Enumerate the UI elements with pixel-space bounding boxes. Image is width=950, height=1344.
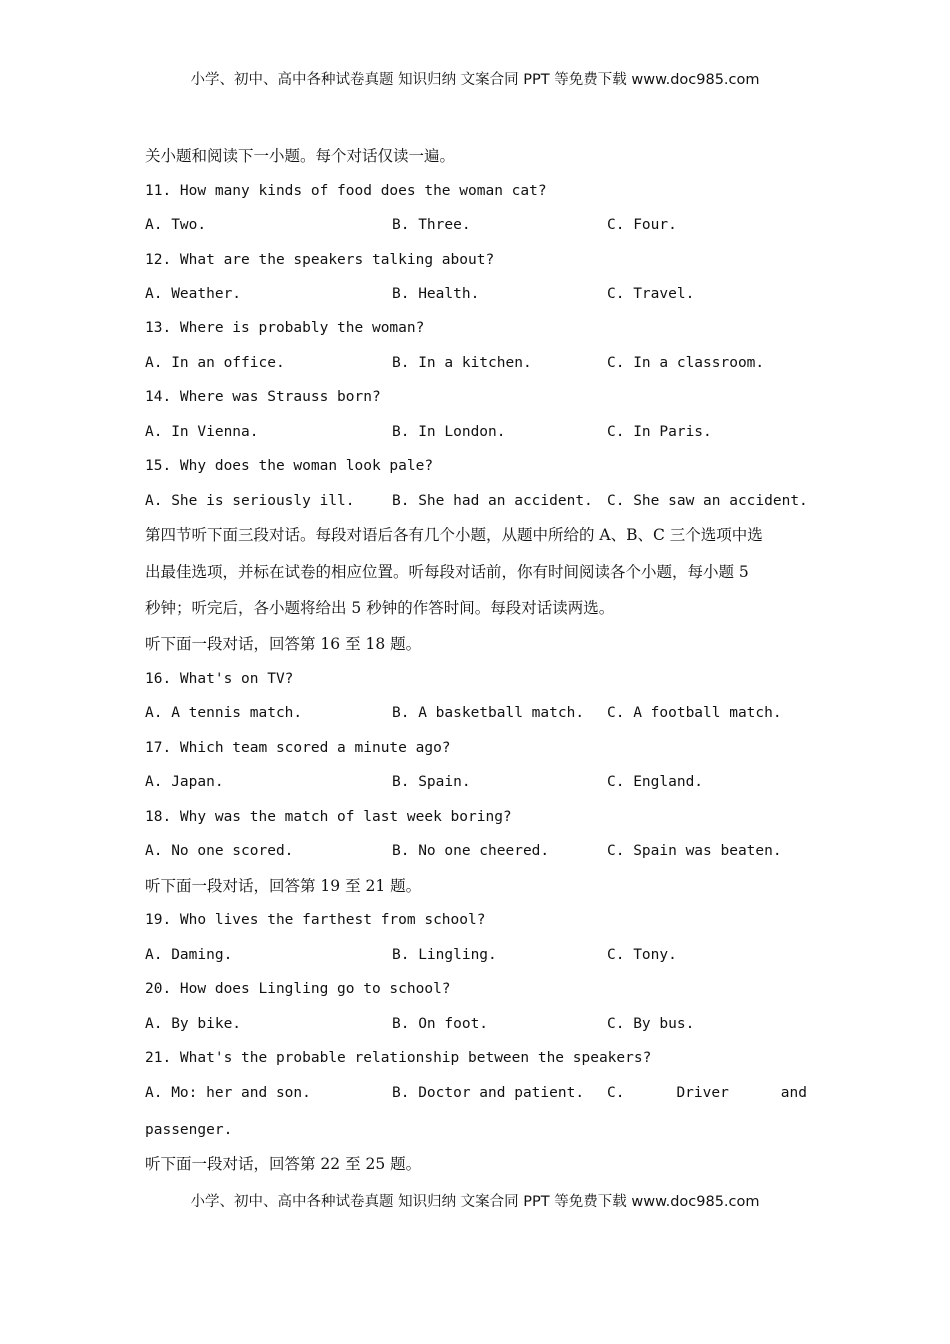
question-stem: 21. What's the probable relationship between the speakers?: [145, 1050, 652, 1066]
option-b: B. Doctor and patient.: [392, 1085, 585, 1101]
option-a: A. In an office.: [145, 355, 285, 371]
option-b: B. No one cheered.: [392, 843, 550, 859]
option-c-letter: C.: [607, 1085, 625, 1101]
option-a: A. Weather.: [145, 286, 242, 302]
option-c-word: and: [780, 1085, 807, 1101]
option-b: B. She had an accident.: [392, 493, 593, 509]
option-c: C. Tony.: [607, 947, 677, 963]
option-b: B. Spain.: [392, 774, 471, 790]
question-stem: 13. Where is probably the woman?: [145, 320, 425, 336]
option-c-continuation: passenger.: [145, 1122, 233, 1138]
question-stem: 12. What are the speakers talking about?: [145, 252, 495, 268]
question-stem: 19. Who lives the farthest from school?: [145, 912, 486, 928]
option-a: A. Two.: [145, 217, 207, 233]
option-c: C. Spain was beaten.: [607, 843, 782, 859]
section-instructions: 出最佳选项，并标在试卷的相应位置。听每段对话前，你有时间阅读各个小题，每小题 5: [145, 563, 749, 581]
option-c: C. In Paris.: [607, 424, 712, 440]
question-stem: 16. What's on TV?: [145, 671, 294, 687]
group-heading: 听下面一段对话，回答第 16 至 18 题。: [145, 635, 422, 653]
option-c: C. A football match.: [607, 705, 782, 721]
option-a: A. In Vienna.: [145, 424, 259, 440]
intro-text: 关小题和阅读下一小题。每个对话仅读一遍。: [145, 147, 456, 165]
option-c: C. In a classroom.: [607, 355, 765, 371]
page-footer: 小学、初中、高中各种试卷真题 知识归纳 文案合同 PPT 等免费下载 www.doc985.com: [190, 1194, 760, 1210]
option-b: B. Health.: [392, 286, 480, 302]
option-a: A. She is seriously ill.: [145, 493, 355, 509]
group-heading: 听下面一段对话，回答第 22 至 25 题。: [145, 1155, 422, 1173]
question-stem: 17. Which team scored a minute ago?: [145, 740, 451, 756]
option-a: A. By bike.: [145, 1016, 242, 1032]
section-instructions: 第四节听下面三段对话。每段对语后各有几个小题，从题中所给的 A、B、C 三个选项中选: [145, 526, 763, 544]
option-a: A. Daming.: [145, 947, 233, 963]
option-c: C. Four.: [607, 217, 677, 233]
option-c-word: Driver: [676, 1085, 729, 1101]
question-stem: 11. How many kinds of food does the woman cat?: [145, 183, 547, 199]
option-c: [607, 1083, 807, 1103]
option-b: B. In London.: [392, 424, 506, 440]
option-a: A. No one scored.: [145, 843, 294, 859]
option-a: A. Japan.: [145, 774, 224, 790]
section-instructions: 秒钟；听完后，各小题将给出 5 秒钟的作答时间。每段对话读两选。: [145, 599, 615, 617]
page-header: 小学、初中、高中各种试卷真题 知识归纳 文案合同 PPT 等免费下载 www.doc985.com: [190, 72, 760, 88]
option-b: B. In a kitchen.: [392, 355, 532, 371]
option-b: B. On foot.: [392, 1016, 489, 1032]
option-a: A. A tennis match.: [145, 705, 303, 721]
question-stem: 14. Where was Strauss born?: [145, 389, 381, 405]
question-stem: 20. How does Lingling go to school?: [145, 981, 451, 997]
option-b: B. Lingling.: [392, 947, 497, 963]
option-b: B. A basketball match.: [392, 705, 585, 721]
option-c: C. She saw an accident.: [607, 493, 808, 509]
question-stem: 15. Why does the woman look pale?: [145, 458, 434, 474]
question-stem: 18. Why was the match of last week boring?: [145, 809, 512, 825]
option-a: A. Mo: her and son.: [145, 1085, 311, 1101]
option-c: C. Travel.: [607, 286, 695, 302]
group-heading: 听下面一段对话，回答第 19 至 21 题。: [145, 877, 422, 895]
option-c: C. England.: [607, 774, 704, 790]
option-c: C. By bus.: [607, 1016, 695, 1032]
option-b: B. Three.: [392, 217, 471, 233]
